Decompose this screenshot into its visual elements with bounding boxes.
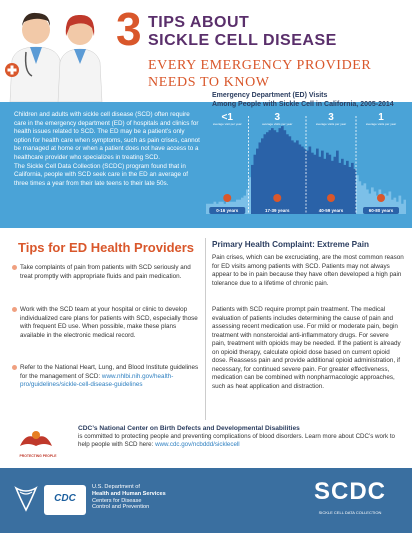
average-visits-value: 3 xyxy=(328,112,334,123)
bullet-icon xyxy=(12,365,17,370)
chart-bar xyxy=(344,165,347,214)
hhs-line-2: Health and Human Services xyxy=(92,490,166,497)
bullet-icon xyxy=(12,307,17,312)
protecting-people-label: PROTECTING PEOPLE xyxy=(19,454,57,458)
tip-item xyxy=(20,306,200,340)
average-visits-caption: average visit per year xyxy=(212,122,242,126)
chart-bar xyxy=(269,130,272,214)
chart-bar xyxy=(341,159,344,214)
chart-bar xyxy=(306,151,309,214)
average-visits-value: 3 xyxy=(274,112,281,123)
chart-bar xyxy=(326,153,329,214)
chart-plot xyxy=(206,112,406,224)
hhs-cdc-label xyxy=(92,484,232,511)
complaint-paragraph-1: Pain crises, which can be excruciating, are the most common reason for ED visits among patients with SCD. Patients may not always appear to be in pain because they have often developed a high pain tolerance due to a lifetime of chronic pain. xyxy=(212,254,404,287)
cdc-sicklecell-link[interactable]: www.cdc.gov/ncbddd/sicklecell xyxy=(155,441,240,448)
chart-bar xyxy=(329,155,332,214)
chart-bar xyxy=(404,200,407,214)
subtitle-line-2: NEEDS TO KNOW xyxy=(148,75,270,90)
chart-title xyxy=(212,92,408,109)
chart-bar xyxy=(334,157,337,214)
subtitle-line-1: EVERY EMERGENCY PROVIDER xyxy=(148,58,372,73)
chart-bar xyxy=(289,136,292,214)
hhs-line-1: U.S. Department of xyxy=(92,484,140,490)
complaint-heading: Primary Health Complaint: Extreme Pain xyxy=(212,240,369,249)
chart-bar xyxy=(261,138,264,214)
age-group-label: 40-59 years xyxy=(318,208,344,214)
chart-bar xyxy=(339,163,342,214)
average-visits-value: 1 xyxy=(378,112,384,123)
chart-bar xyxy=(351,163,354,214)
bullet-icon xyxy=(12,265,17,270)
tip-text: Refer to the National Heart, Lung, and Blood Institute guidelines for the management of SCD: xyxy=(20,364,199,380)
age-group-label: 0-16 years xyxy=(216,208,239,214)
chart-bar xyxy=(286,134,289,214)
intro-text xyxy=(14,111,200,188)
chart-bar xyxy=(259,142,262,214)
chart-bar xyxy=(319,157,322,214)
chart-bar xyxy=(271,128,274,214)
hhs-line-3: Centers for Disease xyxy=(92,497,142,504)
title-line-2: SICKLE CELL DISEASE xyxy=(148,32,337,49)
title-line-1: TIPS ABOUT xyxy=(148,14,250,31)
chart-bar xyxy=(299,144,302,214)
chart-bar xyxy=(251,165,254,214)
chart-bar xyxy=(206,204,209,214)
chart-title-line-1: Emergency Department (ED) Visits xyxy=(212,92,328,99)
chart-bar xyxy=(296,140,299,214)
chart-bar xyxy=(356,175,359,214)
chart-bar xyxy=(321,151,324,214)
chart-bar xyxy=(284,130,287,214)
chart-bar xyxy=(311,153,314,214)
chart-bar xyxy=(256,149,259,214)
chart-bar xyxy=(346,161,349,214)
scdc-logo: SCDC xyxy=(313,478,386,505)
hhs-eagle-icon xyxy=(12,484,40,514)
tip-text: Work with the SCD team at your hospital or clinic to develop individualized care plans for patients with SCD, especially those with frequent ED use. When possible, make these plans available in the electronic medical record. xyxy=(20,306,198,339)
intro-paragraph-1: Children and adults with sickle cell disease (SCD) often require care in the emergency department (ED) of hospitals and clinics for health issues related to SCD. The ED may be a patient’s only option for health care when symptoms, such as pain crises, cannot be managed at home or when a patient does not have access to a healthcare provider who specializes in treating SCD. xyxy=(14,111,200,161)
tip-count: 3 xyxy=(116,3,142,55)
chart-bar xyxy=(316,149,319,214)
doctors-illustration xyxy=(4,2,108,102)
age-group-label: 17-39 years xyxy=(264,208,290,214)
person-icon xyxy=(223,194,231,202)
ed-visits-chart xyxy=(206,92,406,224)
chart-bar xyxy=(359,181,362,214)
tip-item xyxy=(20,364,200,390)
column-divider xyxy=(205,238,206,420)
ncbddd-text: is committed to protecting people and preventing complications of blood disorders. Learn more about CDC’s work to help people with SCD here: xyxy=(78,433,395,448)
chart-bar xyxy=(281,126,284,214)
chart-bar xyxy=(401,204,404,214)
tips-heading: Tips for ED Health Providers xyxy=(18,240,195,255)
person-icon xyxy=(327,194,335,202)
chart-bar xyxy=(266,132,269,214)
nhlbi-guidelines-link[interactable]: www.nhlbi.nih.gov/health-pro/guidelines/sickle-cell-disease-guidelines xyxy=(20,372,174,388)
chart-bar xyxy=(301,147,304,214)
average-visits-caption: average visits per year xyxy=(365,122,397,126)
chart-bar xyxy=(336,151,339,214)
complaint-paragraph-2: Patients with SCD require prompt pain treatment. The medical evaluation of patients includes determining the cause of pain and assessing recent medication use. For mild or moderate pain, begin treatment with nonsteroidal anti-inflammatory drugs. For severe pain, treatment with opioids may be needed. If the patient is already on opioid therapy, calculate opioid dose based on current opioid dose. Reassess pain and provide additional opioid administration, if necessary, for continued severe pain. For greater effectiveness, medication can be combined with nonpharmacologic approaches, such as heat application and distraction. xyxy=(212,306,401,390)
cdc-logo-text: CDC xyxy=(54,493,76,504)
protecting-people-logo xyxy=(16,424,56,454)
chart-bar xyxy=(324,159,327,214)
tip-text: Take complaints of pain from patients with SCD seriously and treat promptly with appropriate fluids and pain medication. xyxy=(20,264,191,280)
chart-bar xyxy=(249,177,252,214)
person-icon xyxy=(377,194,385,202)
scdc-subtitle: SICKLE CELL DATA COLLECTION xyxy=(318,510,382,515)
chart-bar xyxy=(331,161,334,214)
average-visits-caption: average visits per year xyxy=(262,122,293,126)
average-visits-value: <1 xyxy=(221,112,233,123)
chart-bar xyxy=(291,140,294,214)
person-icon xyxy=(273,194,281,202)
ncbddd-info xyxy=(78,425,404,449)
intro-paragraph-2: The Sickle Cell Data Collection (SCDC) program found that in California, people with SCD seek care in the ED an average of three times a year from their late teens to their late 50s. xyxy=(14,162,188,187)
age-group-label: 60-80 years xyxy=(368,208,394,214)
chart-bar xyxy=(294,142,297,214)
chart-title-line-2: Among People with Sickle Cell in California, 2005-2014 xyxy=(212,100,394,108)
ncbddd-title: CDC’s National Center on Birth Defects and Developmental Disabilities xyxy=(78,425,300,432)
average-visits-caption: average visits per year xyxy=(315,122,347,126)
chart-bar xyxy=(309,147,312,214)
header xyxy=(0,0,412,102)
chart-bar xyxy=(254,155,257,214)
chart-bar xyxy=(349,167,352,214)
chart-bar xyxy=(264,134,267,214)
chart-bar xyxy=(314,155,317,214)
tip-item xyxy=(20,264,200,281)
hhs-line-4: Control and Prevention xyxy=(92,504,150,511)
